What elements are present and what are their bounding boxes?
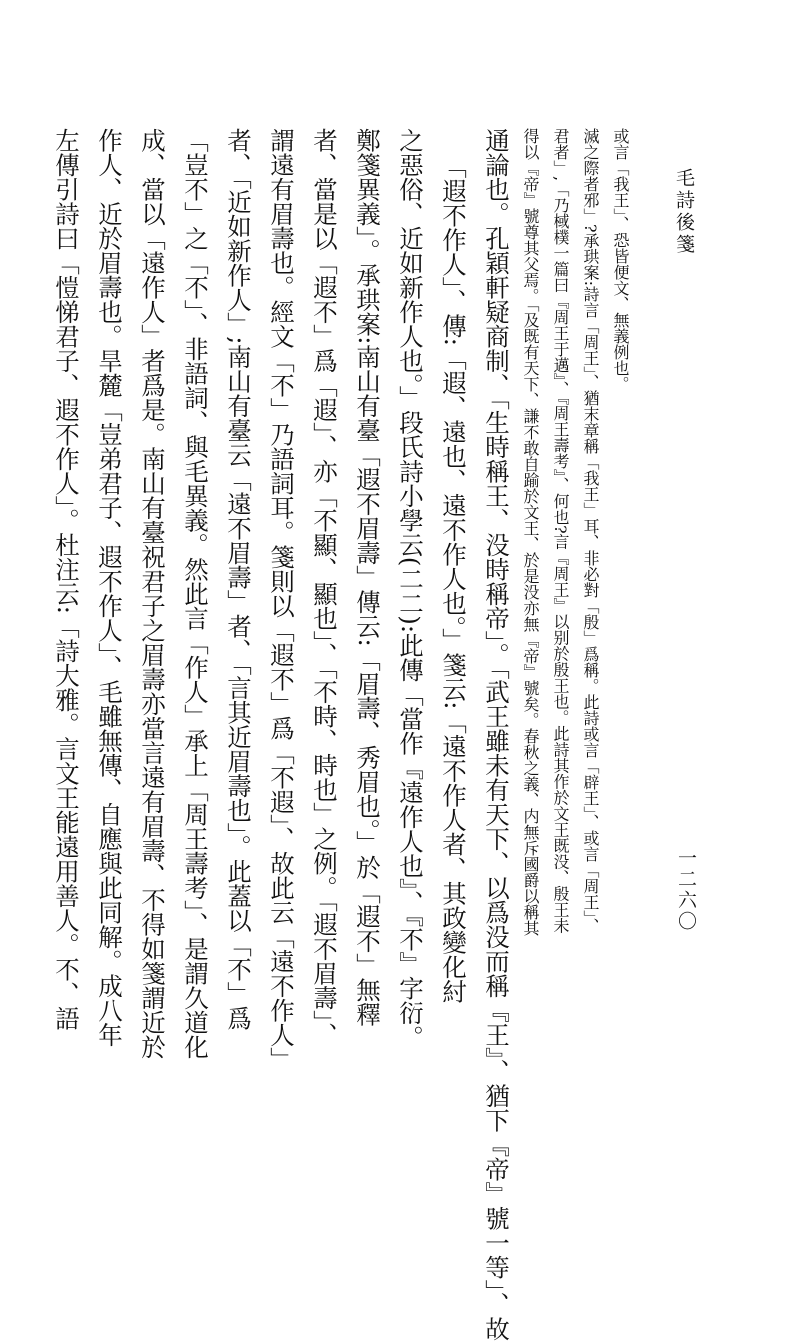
text-column: 鄭箋異義」。承珙案:南山有臺「遐不眉壽」傳云:「眉壽、秀眉也。」於「遐不」無釋 [353, 128, 382, 1027]
text-column: 者、「近如新作人」;南山有臺云「遠不眉壽」者、「言其近眉壽也」。此蓋以「不」爲 [224, 128, 253, 1031]
main-text-block [35, 128, 630, 1341]
text-column: 作人、近於眉壽也。旱麓「豈弟君子、遐不作人」、毛雖無傳、自應與此同解。成八年 [95, 128, 124, 1047]
text-column: 君者」,「乃棫樸一篇曰『周王于邁』、『周王壽考』、何也?言『周王』以别於殷王也。此詩其作於文王既没、殷王未 [551, 128, 570, 934]
text-column: 通論也。孔穎軒疑商制、「生時稱王、没時稱帝」。「武王雖未有天下、以爲没而稱『王』、猶下『帝』號一等」、故 [482, 128, 511, 1341]
text-column: 之惡俗、近如新作人也。」段氏詩小學云(二二):此傳「當作『遠作人也』、『不』字衍。 [396, 128, 425, 1050]
text-column: 謂遠有眉壽也。經文「不」乃語詞耳。箋則以「遐不」爲「不遐」、故此云「遠不作人」 [267, 128, 296, 1072]
text-column: 或言「我王」、恐皆便文、無義例也。 [611, 128, 630, 392]
running-title: 毛詩後箋 [673, 168, 695, 256]
page-number: 一二六〇 [675, 848, 697, 932]
text-column: 「豈不」之「不」、非語詞、與毛異義。然此言「作人」承上「周王壽考」、是謂久道化 [181, 128, 210, 1059]
text-column: 滅之際者邪」?承珙案:詩言「周王」、猶末章稱「我王」耳、非必對「殷」爲稱。此詩或言「辟王」、或言「周王」、 [581, 128, 600, 934]
text-column: 者、當是以「遐不」爲「遐」、亦「不顯、顯也」、「不時、時也」之例。「遐不眉壽」、 [310, 128, 339, 1047]
text-column: 得以『帝』號尊其父焉。「及既有天下、謙不敢自踰於文王、於是没亦無『帝』號矣。春秋之義、内無斥國爵以稱其 [521, 128, 540, 936]
text-column: 左傳引詩曰「愷悌君子、遐不作人」。杜注云:「詩大雅。言文王能遠用善人。不、語 [52, 128, 81, 1031]
text-column: 成、當以「遠作人」者爲是。南山有臺祝君子之眉壽亦當言遠有眉壽、不得如箋謂近於 [138, 128, 167, 1059]
text-column: 「遐不作人」、傳:「遐、遠也、遠不作人也。」箋云:「遠不作人者、其政變化紂 [439, 154, 468, 1004]
